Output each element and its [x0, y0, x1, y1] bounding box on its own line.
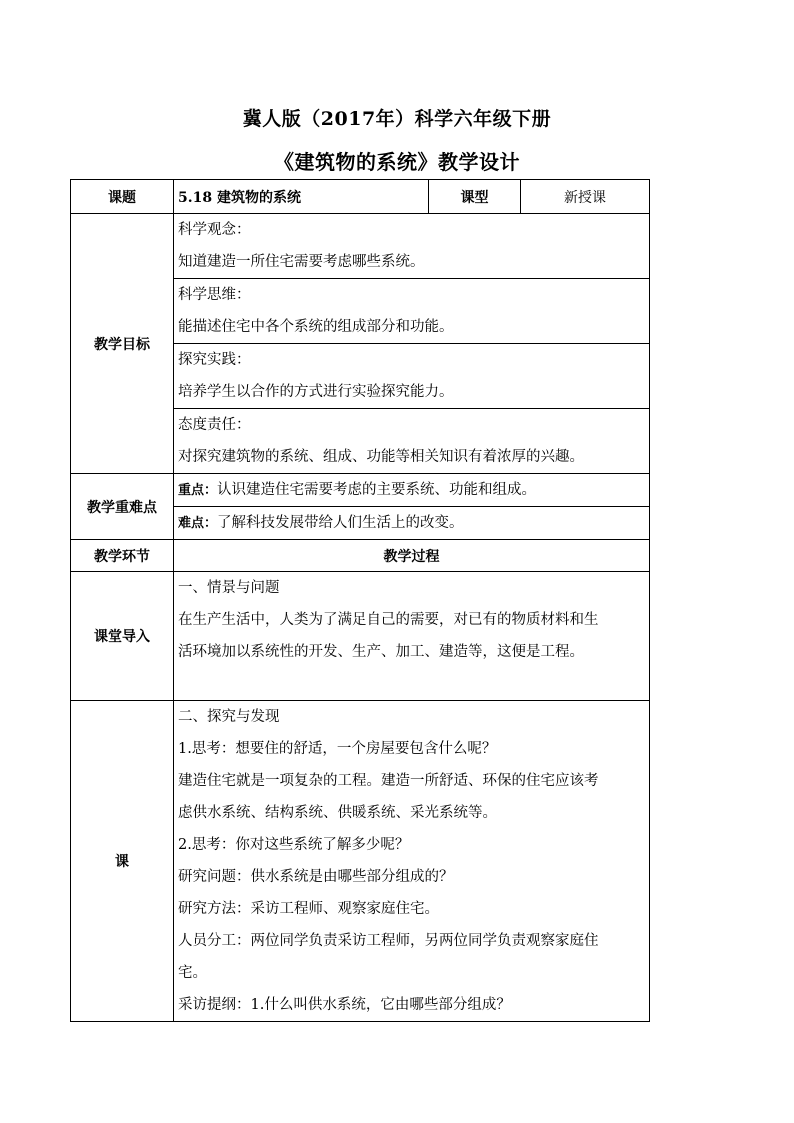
lesson-content: [174, 701, 650, 1022]
objective-block-2: [174, 278, 649, 343]
key-points-label: 教学重难点: [71, 474, 174, 540]
lesson-line: 2.思考：你对这些系统了解多少呢？: [178, 837, 410, 853]
intro-content: [174, 572, 650, 701]
intro-line: 一、情景与问题: [178, 580, 280, 596]
lesson-plan-table: [70, 179, 650, 1022]
topic-label: 课题: [71, 180, 174, 214]
objective-heading: 科学思维：: [178, 287, 251, 303]
intro-label: 课堂导入: [71, 572, 174, 701]
objective-text: 能描述住宅中各个系统的组成部分和功能。: [178, 319, 454, 335]
objective-text: 知道建造一所住宅需要考虑哪些系统。: [178, 254, 425, 270]
objective-block-3: [174, 343, 649, 408]
objective-heading: 态度责任：: [178, 417, 251, 433]
objectives-content: [174, 214, 650, 474]
lesson-line: 研究问题：供水系统是由哪些部分组成的？: [178, 869, 454, 885]
objective-heading: 科学观念：: [178, 222, 251, 238]
objectives-label: 教学目标: [71, 214, 174, 474]
intro-line: 在生产生活中，人类为了满足自己的需要，对已有的物质材料和生: [178, 612, 599, 628]
stage-label: 教学环节: [71, 540, 174, 572]
document-subtitle: 《建筑物的系统》教学设计: [274, 150, 520, 174]
objective-text: 对探究建筑物的系统、组成、功能等相关知识有着浓厚的兴趣。: [178, 449, 584, 465]
difficulty-label: 难点：: [178, 516, 218, 531]
header-row: [71, 180, 650, 214]
lesson-line: 人员分工：两位同学负责采访工程师，另两位同学负责观察家庭住: [178, 933, 599, 949]
lesson-line: 研究方法：采访工程师、观察家庭住宅。: [178, 901, 439, 917]
difficulty-line: [174, 506, 649, 539]
objective-block-1: [174, 214, 649, 278]
lesson-line: 虑供水系统、结构系统、供暖系统、采光系统等。: [178, 805, 497, 821]
process-label: 教学过程: [174, 540, 650, 572]
objective-text: 培养学生以合作的方式进行实验探究能力。: [178, 384, 454, 400]
intro-row: [71, 572, 650, 701]
lesson-line: 宅。: [178, 965, 207, 981]
objectives-row: [71, 214, 650, 474]
type-value: 新授课: [521, 180, 650, 214]
difficulty-text: 了解科技发展带给人们生活上的改变。: [217, 515, 464, 531]
lesson-row: [71, 701, 650, 1022]
lesson-line: 采访提纲：1.什么叫供水系统，它由哪些部分组成？: [178, 997, 511, 1013]
focus-text: 认识建造住宅需要考虑的主要系统、功能和组成。: [217, 482, 537, 498]
lesson-line: 1.思考：想要住的舒适，一个房屋要包含什么呢？: [178, 741, 497, 757]
key-points-row: [71, 474, 650, 540]
document-title: 冀人版（2017年）科学六年级下册: [242, 108, 552, 130]
lesson-line: 建造住宅就是一项复杂的工程。建造一所舒适、环保的住宅应该考: [178, 773, 599, 789]
objective-block-4: [174, 408, 649, 473]
focus-label: 重点：: [178, 483, 218, 498]
objective-heading: 探究实践：: [178, 352, 251, 368]
focus-line: [174, 474, 649, 506]
process-header-row: [71, 540, 650, 572]
intro-line: 活环境加以系统性的开发、生产、加工、建造等，这便是工程。: [178, 644, 584, 660]
topic-value: 5.18 建筑物的系统: [174, 180, 429, 214]
lesson-label: 课: [71, 701, 174, 1022]
lesson-line: 二、探究与发现: [178, 709, 280, 725]
key-points-content: [174, 474, 650, 540]
type-label: 课型: [429, 180, 521, 214]
